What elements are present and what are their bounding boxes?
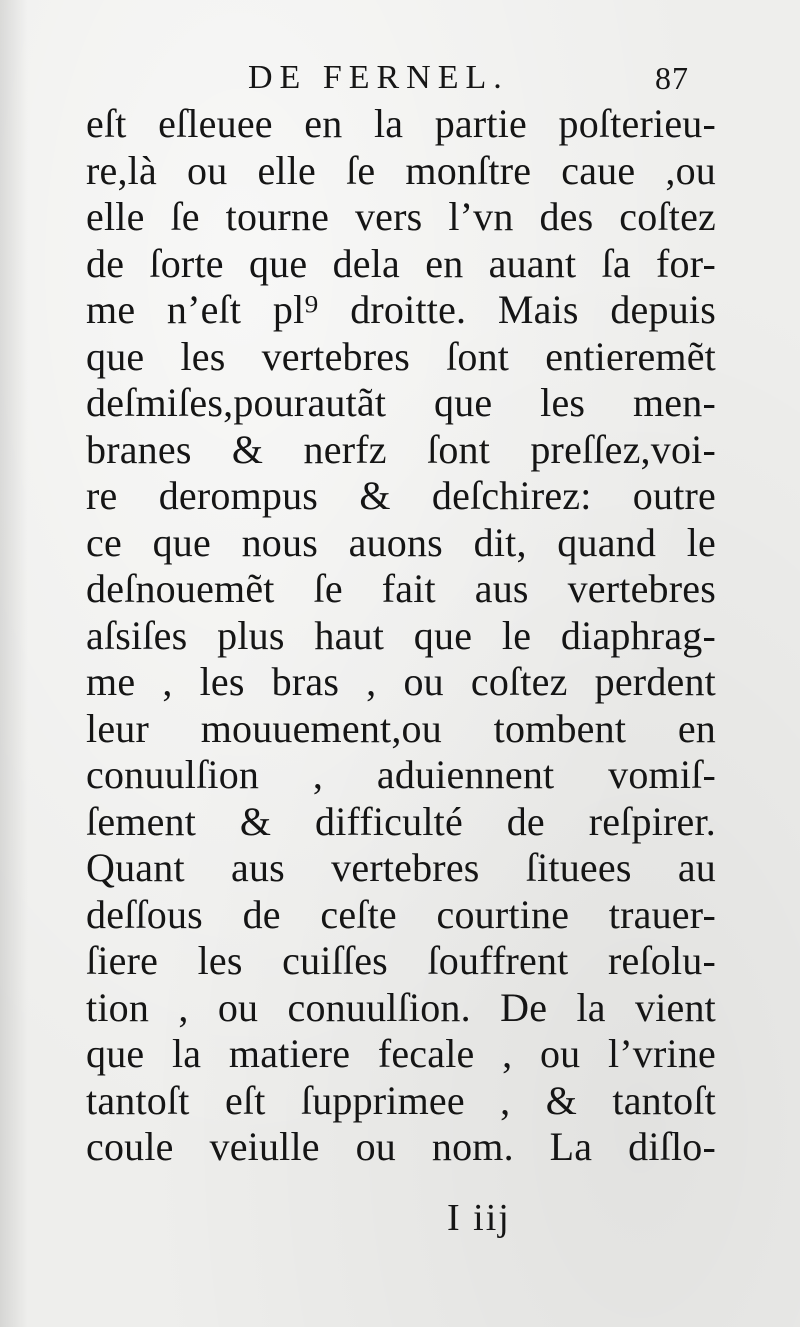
- text-line: me , les bras , ou coſtez perdent: [86, 659, 716, 704]
- text-line: elle ſe tourne vers l’vn des coſtez: [86, 194, 716, 239]
- text-line: re,là ou elle ſe monſtre caue ,ou: [86, 147, 716, 193]
- text-line: Quant aus vertebres ſituees au: [86, 845, 716, 890]
- text-line: re derompus & deſchirez: outre: [86, 473, 716, 518]
- text-line: deſmiſes,pourautãt que les men-: [86, 380, 716, 425]
- text-line: ſiere les cuiſſes ſouffrent reſolu-: [86, 938, 716, 983]
- running-title: DE FERNEL.: [248, 59, 509, 96]
- text-line: branes & nerfz ſont preſſez,voi-: [86, 426, 716, 472]
- gutter-shadow: [0, 0, 28, 1327]
- page-number: 87: [655, 60, 689, 96]
- text-line: que les vertebres ſont entieremẽt: [86, 333, 716, 379]
- text-line: de ſorte que dela en auant ſa for-: [86, 240, 716, 286]
- body-text: [86, 101, 716, 1171]
- text-line: deſſous de ceſte courtine trauer-: [86, 891, 716, 937]
- text-line: tantoſt eſt ſupprimee , & tantoſt: [86, 1077, 716, 1123]
- text-line: ſement & difficulté de reſpirer.: [86, 798, 716, 844]
- text-line: deſnouemẽt ſe fait aus vertebres: [86, 566, 716, 611]
- text-line: tion , ou conuulſion. De la vient: [86, 984, 716, 1030]
- signature-mark: I iij: [447, 1197, 511, 1239]
- text-line: aſsiſes plus haut que le diaphrag-: [86, 612, 716, 658]
- text-line: eſt eſleuee en la partie poſterieu-: [86, 101, 716, 146]
- text-line: coule veiulle ou nom. La diſlo-: [86, 1124, 716, 1169]
- page-header: [0, 58, 800, 98]
- text-line: leur mouuement,ou tombent en: [86, 705, 716, 751]
- text-line: me n’eſt pl⁹ droitte. Mais depuis: [86, 287, 716, 332]
- text-line: ce que nous auons dit, quand le: [86, 519, 716, 565]
- text-line: conuulſion , aduiennent vomiſ-: [86, 752, 716, 797]
- text-line: que la matiere fecale , ou l’vrine: [86, 1031, 716, 1076]
